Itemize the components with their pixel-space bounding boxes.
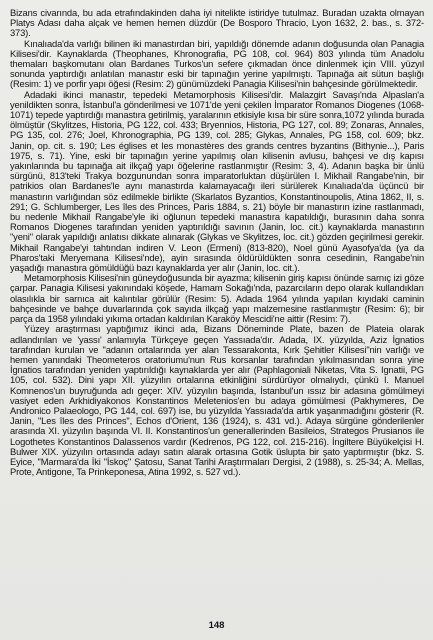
paragraph: Bizans civarında, bu ada etrafındakinden daha iyi nitelikte istiridye tutulmaz. Buradan uzakta olmayan Platys Adası daha alçak ve hemen hemen düzdür (De Bosporo Thracio, Lyon 1632, 2. bas., s. 372-373). [10,8,424,39]
paragraph: Adadaki ikinci manastır, tepedeki Metamorphosis Kilisesi'dir. Malazgirt Savaşı'nda Alpaslan'a yenildikten sonra, İstanbul'a gönderilmesi ve 1071'de yeni çekilen İmparator Romanos Diogenes (1068-1071) tepede yaptırdığı manastıra getirilmiş, yaralarının etkisiyle kısa bir süre sonra,1072 yılında burada ölmüştür (Skylitzes, Historia, PG 122, col. 433; Bryennios, Historia, PG 127, col. 89; Zonaras, Annales, PG 135, col. 276; Joel, Khronographia, PG 139, col. 285; Glykas, Annales, PG 158, col. 609; bkz. Janin, op. cit. s. 190; Les églises et les monastères des grands centres byzantins (Bithynie...), Paris 1975, s. 71). Yine, eski bir tapınağın yerine yapılmış olan kilisenin avlusu, bahçesi ve dış kapısı yakınlarında bu tapınağa ait ilkçağ yapı öğelerine rastlanmıştır (Resim: 3, 4). Adanın başka bir ünlü sürgünü, 813'teki Trakya bozgunundan sonra imparatorluktan düşürülen I. Mikhail Rangabe'nin, bir patrikios olan Bardanes'le aynı manastırda kalamayacağı ileri sürülerek Kınalıada'da üçüncü bir manastırın varlığından söz edilmekle birlikte (Skarlatos Byzantios, Konstantinoupolis, Atina 1862, II, s. 291; G. Schlumberger, Les îles des Princes, Paris 1884, s. 21) böyle bir manastırın izine rastlanmadı, bu nedenle Mikhail Rangabe'yle iki oğlunun tepedeki manastıra kapatıldığı, burasının daha sonra Romanos Diogenes tarafından yeniden yaptırıldığı savının (Janin, loc. cit.) kaynaklarda manastırın "yeni" olarak yapıldığı anlatısı dikkate alınarak (Glykas ve Skylitzes, loc. cit.) gözden geçirilmesi gerekir. Mikhail Rangabe'yi tahtından indiren V. Leon (Ermeni) (813-820), Noel günü Ayasofya'da (ya da Pharos'taki Meryemana Kilisesi'nde), ayin sırasında öldürüldükten sonra cesedinin, Rangabe'nin yaşadığı manastıra gömüldüğü bazı kaynaklarda yer alır (Janin, loc. cit.). [10,89,424,274]
body-text [10,8,424,477]
paragraph: Yüzey araştırması yaptığımız ikinci ada, Bizans Döneminde Plate, bazen de Plateia olarak adlandırılan ve 'yassı' anlamıyla Türkçeye geçen Yassıada'dır. Adada, IX. yüzyılda, Aziz İgnatios tarafından kurulan ve "adanın ortalarında yer alan Tessarakonta, Kırk Şehitler Kilisesi"nin varlığı ve hemen yanındaki Theometeros oratoriumu'nun Rus korsanlar tarafından yıkılmasından sonra yine İgnatios tarafından yeniden yaptırıldığı kaynaklarda yer alır (Paphlagoniali Niketas, Vita S. Ignatii, PG 105, col. 532). Dini yapı XII. yüzyılın ortalarına etkinliğini sürdürüyor olmalıydı, çünkü I. Manuel Komnenos'un buyruğunda adı geçer: XIV. yüzyılın başında, İstanbul'un ıssız bir adasına gömülmeyi vasiyet eden Arkhidiyakonos Konstantinos Meletenios'en bu adaya gömülmesi (Pakhymeres, De Andronico Palaeologo, PG 144, col. 697) ise, bu yüzyılda Yassıada'da artık yaşanmadığını gösterir (R. Janin, "Les îles des Princes", Echos d'Orient, 136 (1924), s. 431 vd.). Adaya sürgüne gönderilenler arasında XI. yüzyılın başında VI. II. Konstantinos'un generallerinden Basileios, Strategos Prusianos ile Logothetes Konstantinos Dalassenos vardır (Kedrenos, PG 122, col. 215-216). İngiltere Büyükelçisi H. Bulwer XIX. yüzyılın ortasında adayı satın alarak ortasına Gotik üslupta bir şato yaptırmıştır (bkz. S. Eyice, "Marmara'da İki "İskoç" Şatosu, Sanat Tarihi Araştırmaları Dergisi, 2 (1988), s. 25-34; A. Mellas, Prote, Antigone, Ta Prinkeponesa, Atina 1992, s. 527 vd.). [10,324,424,478]
paragraph: Kınalıada'da varlığı bilinen iki manastırdan biri, yapıldığı dönemde adanın doğusunda olan Panagia Kilisesi'dir. Kaynaklarda (Theophanes, Khronografia, PG 108, col. 964) 803 yılında tüm Anadolu themaları başkomutanı olan Bardanes Turkos'un sefere çıkmadan önce dinlenmek için VIII. yüzyıl sonunda yaptırdığı anlatılan manastır eski bir tapınağın yerine yapılmıştı. Tapınağa ait sütun başlığı (Resim: 1) ve porfir yapı öğesi (Resim: 2) günümüzdeki Panagia Kilisesi'nin bahçesinde görülmektedir. [10,38,424,90]
page-number: 148 [208,620,225,631]
paragraph: Metamorphosis Kilisesi'nin güneydoğusunda bir ayazma; kilisenin giriş kapısı önünde sarnıç izi göze çarpar. Panagia Kilisesi yakınındaki köşede, Hamam Sokağı'nda, pazarcıların depo olarak kullandıkları olasılıkla bir sarnıca ait kalıntılar görülür (Resim: 5). Adada 1964 yılında yapılan kıyıdaki caminin bahçesinde ve bahçe duvarlarında çok sayıda ilkçağ yapı malzemesine rastlanmıştır (Resim: 6); bir parça da 1958 yılındaki yıkıma ortadan kaldırılan Karaköy Mescidi'ne aittir (Resim: 7). [10,273,424,325]
